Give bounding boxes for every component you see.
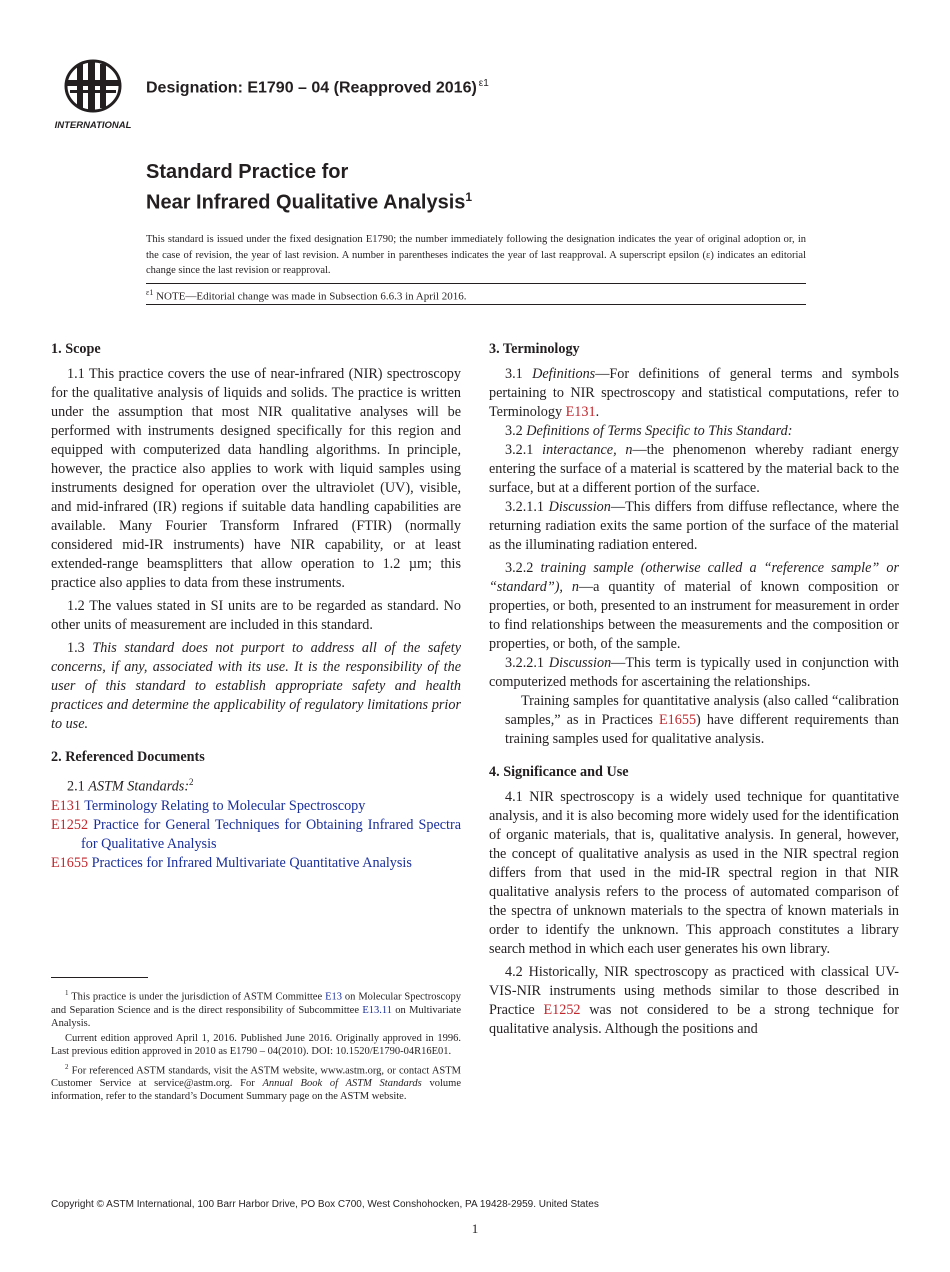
scope-1-3-num: 1.3 [67,640,93,656]
ref-title-link[interactable]: Practice for General Techniques for Obtaining Infrared Spectra for Qualitative Analysis [81,816,461,852]
astm-standards-num: 2.1 [67,778,89,795]
ref-title-link[interactable]: Practices for Infrared Multivariate Quantitative Analysis [91,854,412,871]
term-3-2-1-1-text: —This differs from diffuse reflectance, where the returning radiation exits the same portion of the surface of the material as the illuminating radiation entered. [489,499,899,553]
astm-standards-text: ASTM Standards: [88,778,190,795]
footnote-2-text-a: For referenced ASTM standards, visit the ASTM website, www.astm.org, or contact ASTM Customer Service at service@astm.org. For [51,1065,461,1090]
ref-code-link[interactable]: E131 [51,797,81,814]
scope-heading: 1. Scope [51,341,101,357]
training-samples-note [489,692,899,749]
logo-international-text: INTERNATIONAL [54,120,132,131]
term-3-2-1-1 [489,498,899,555]
document-title [146,160,472,216]
scope-1-2: 1.2 The values stated in SI units are to be regarded as standard. No other units of measurement are included in this standard. [51,598,461,633]
scope-1-1: 1.1 This practice covers the use of near-infrared (NIR) spectroscopy for the qualitative analysis of liquids and solids. The practice is written under the assumption that most NIR qualitative analyses will be performed with instruments designed specifically for this region and equipped with computerized data handling algorithms. In principle, however, the practice also applies to work with liquid samples using instruments designed for operation over the ultraviolet (UV), visible, and mid-infrared (IR) regions if suitable data handling capabilities are available. Many Fourier Transform Infrared (FTIR) (normally considered mid-IR instruments) have NIR capability, or at least extended-range beamsplitters that allow operation to 1.2 µm; this practice also applies to data from these instruments. [51,366,461,591]
term-3-2-1-italic: interactance, n [542,442,633,458]
astm-standards-label [51,773,461,797]
footnote-2-italic: Annual Book of ASTM Standards [262,1078,422,1090]
editorial-note-text: NOTE—Editorial change was made in Subsection 6.6.3 in April 2016. [156,290,467,303]
referenced-heading: 2. Referenced Documents [51,749,205,765]
designation-epsilon: ε1 [478,78,489,89]
note-text-b: ) have different requirements than training samples used for qualitative analysis. [505,712,899,747]
e1252-link[interactable]: E1252 [543,1002,581,1018]
term-3-1-italic: Definitions [532,366,596,382]
page-number: 1 [471,1221,479,1236]
astm-logo [52,58,134,132]
footnote-rule [51,977,148,978]
term-3-2-2-italic: training sample (otherwise called a “reference sample” or “standard”), n [489,560,900,595]
term-3-2-num: 3.2 [505,423,527,439]
left-column [51,340,461,873]
ref-code-link[interactable]: E1252 [51,816,89,833]
designation-text: Designation: E1790 – 04 (Reapproved 2016) [146,79,477,97]
ref-code-link[interactable]: E1655 [51,854,89,871]
editorial-note [146,288,467,303]
ref-item-e131[interactable] [51,797,461,816]
sig-4-2 [489,963,899,1039]
footnote-1 [51,987,461,1030]
footnote-2-mark: 2 [65,1062,69,1071]
astm-standards-sup: 2 [189,777,194,787]
term-3-2-2 [489,559,899,654]
term-3-2-1-1-num: 3.2.1.1 [505,499,549,515]
term-3-2-2-num: 3.2.2 [505,560,541,576]
term-3-2-1-text: —the phenomenon whereby radiant energy entering the surface of a material is scattered by the material back to the surface, but at a different portion of the surface. [489,442,899,496]
title-line-1: Standard Practice for [146,161,349,183]
astm-logo-mark [52,58,134,132]
footnote-1-text-a: This practice is under the jurisdiction of ASTM Committee [71,991,326,1003]
footnote-2 [51,1061,461,1104]
footnote-1-text-b: on Molecular Spectroscopy and Separation Science and is the direct responsibility of Subcommittee [51,991,461,1016]
footnote-2-text-b: volume information, refer to the standard’s Document Summary page on the ASTM website. [51,1078,461,1103]
right-column [489,340,899,1039]
copyright: Copyright © ASTM International, 100 Barr Harbor Drive, PO Box C700, West Conshohocken, PA 19428-2959. United States [51,1199,599,1210]
e1655-link[interactable]: E1655 [659,712,697,728]
editorial-epsilon: ε1 [146,288,154,297]
footnote-1-text-c: on Multivariate Analysis. [51,1004,461,1029]
scope-1-3-text: This standard does not purport to address all of the safety concerns, if any, associated with its use. It is the responsibility of the user of this standard to establish appropriate safety and health practices and determine the applicability of regulatory limitations prior to use. [51,640,461,732]
sig-4-1: 4.1 NIR spectroscopy is a widely used technique for quantitative analysis, and it is also becoming more widely used for the identification of organic materials, that is, qualitative analysis. In general, however, the concept of qualitative analysis as used in the NIR spectral region differs from that used in the mid-IR spectral region in that NIR qualitative analysis refers to the process of automated comparison of the spectra of unknown materials to the spectra of known materials in order to identify the unknown. This approach constitutes a library search method in which each user generates his own library. [489,789,899,957]
sig-4-2-text-a: 4.2 Historically, NIR spectroscopy as practiced with classical UV-VIS-NIR instruments using methods similar to those described in Practice [489,964,899,1018]
title-line-2: Near Infrared Qualitative Analysis [146,191,466,214]
footnote-1-edition: Current edition approved April 1, 2016. Published June 2016. Originally approved in 1996. Last previous edition approved in 2010 as E1790 – 04(2010). DOI: 10.1520/E1790-04R16E01. [51,1033,461,1058]
term-3-1-num: 3.1 [505,366,533,382]
term-3-1 [489,365,899,422]
note-text-a: Training samples for quantitative analysis (also called “calibration samples,” as in Practices [505,693,899,728]
term-3-2-2-1 [489,654,899,692]
term-3-2-2-1-italic: Discussion [548,655,612,671]
designation [146,78,489,97]
sig-4-2-text-b: was not considered to be a strong technique for qualitative analysis. Although the positions and [489,1002,899,1037]
term-3-2 [489,422,899,441]
terminology-heading: 3. Terminology [489,341,580,357]
term-3-2-2-1-text: —This term is typically used in conjunction with computerized methods for ascertaining the relationships. [489,655,900,690]
committee-link[interactable]: E13 [325,991,342,1003]
ref-item-e1252[interactable] [51,816,461,854]
footnote-1-mark: 1 [65,989,69,997]
term-3-1-text: —For definitions of general terms and symbols pertaining to NIR spectroscopy and statistical computations, refer to Terminology [489,366,900,420]
subcommittee-link[interactable]: E13.11 [362,1004,392,1016]
e131-link[interactable]: E131 [565,404,596,420]
designation-notice: This standard is issued under the fixed designation E1790; the number immediately following the designation indicates the year of original adoption or, in the case of revision, the year of last revision. A number in parentheses indicates the year of last reapproval. A superscript epsilon (ε) indicates an editorial change since the last revision or reapproval. [146,234,806,276]
term-3-2-1-num: 3.2.1 [505,442,543,458]
ref-item-e1655[interactable] [51,854,461,873]
ref-title-link[interactable]: Terminology Relating to Molecular Spectroscopy [84,797,366,814]
significance-heading: 4. Significance and Use [489,764,629,780]
term-3-2-1 [489,441,899,498]
notice-rule-bottom [146,304,806,305]
term-3-1-end: . [595,404,600,420]
term-3-2-1-1-italic: Discussion [548,499,611,515]
notice-rule-top [146,283,806,284]
term-3-2-2-text: —a quantity of material of known composition or properties, or both, presented to an instrument for measurement in order to find relationships between the measurements and the composition or properties, or both, of the sample. [489,579,899,652]
term-3-2-italic: Definitions of Terms Specific to This Standard: [526,423,793,439]
title-footnote-mark: 1 [465,190,473,204]
scope-1-3 [51,639,461,734]
term-3-2-2-1-num: 3.2.2.1 [505,655,549,671]
footnotes [51,987,461,1106]
